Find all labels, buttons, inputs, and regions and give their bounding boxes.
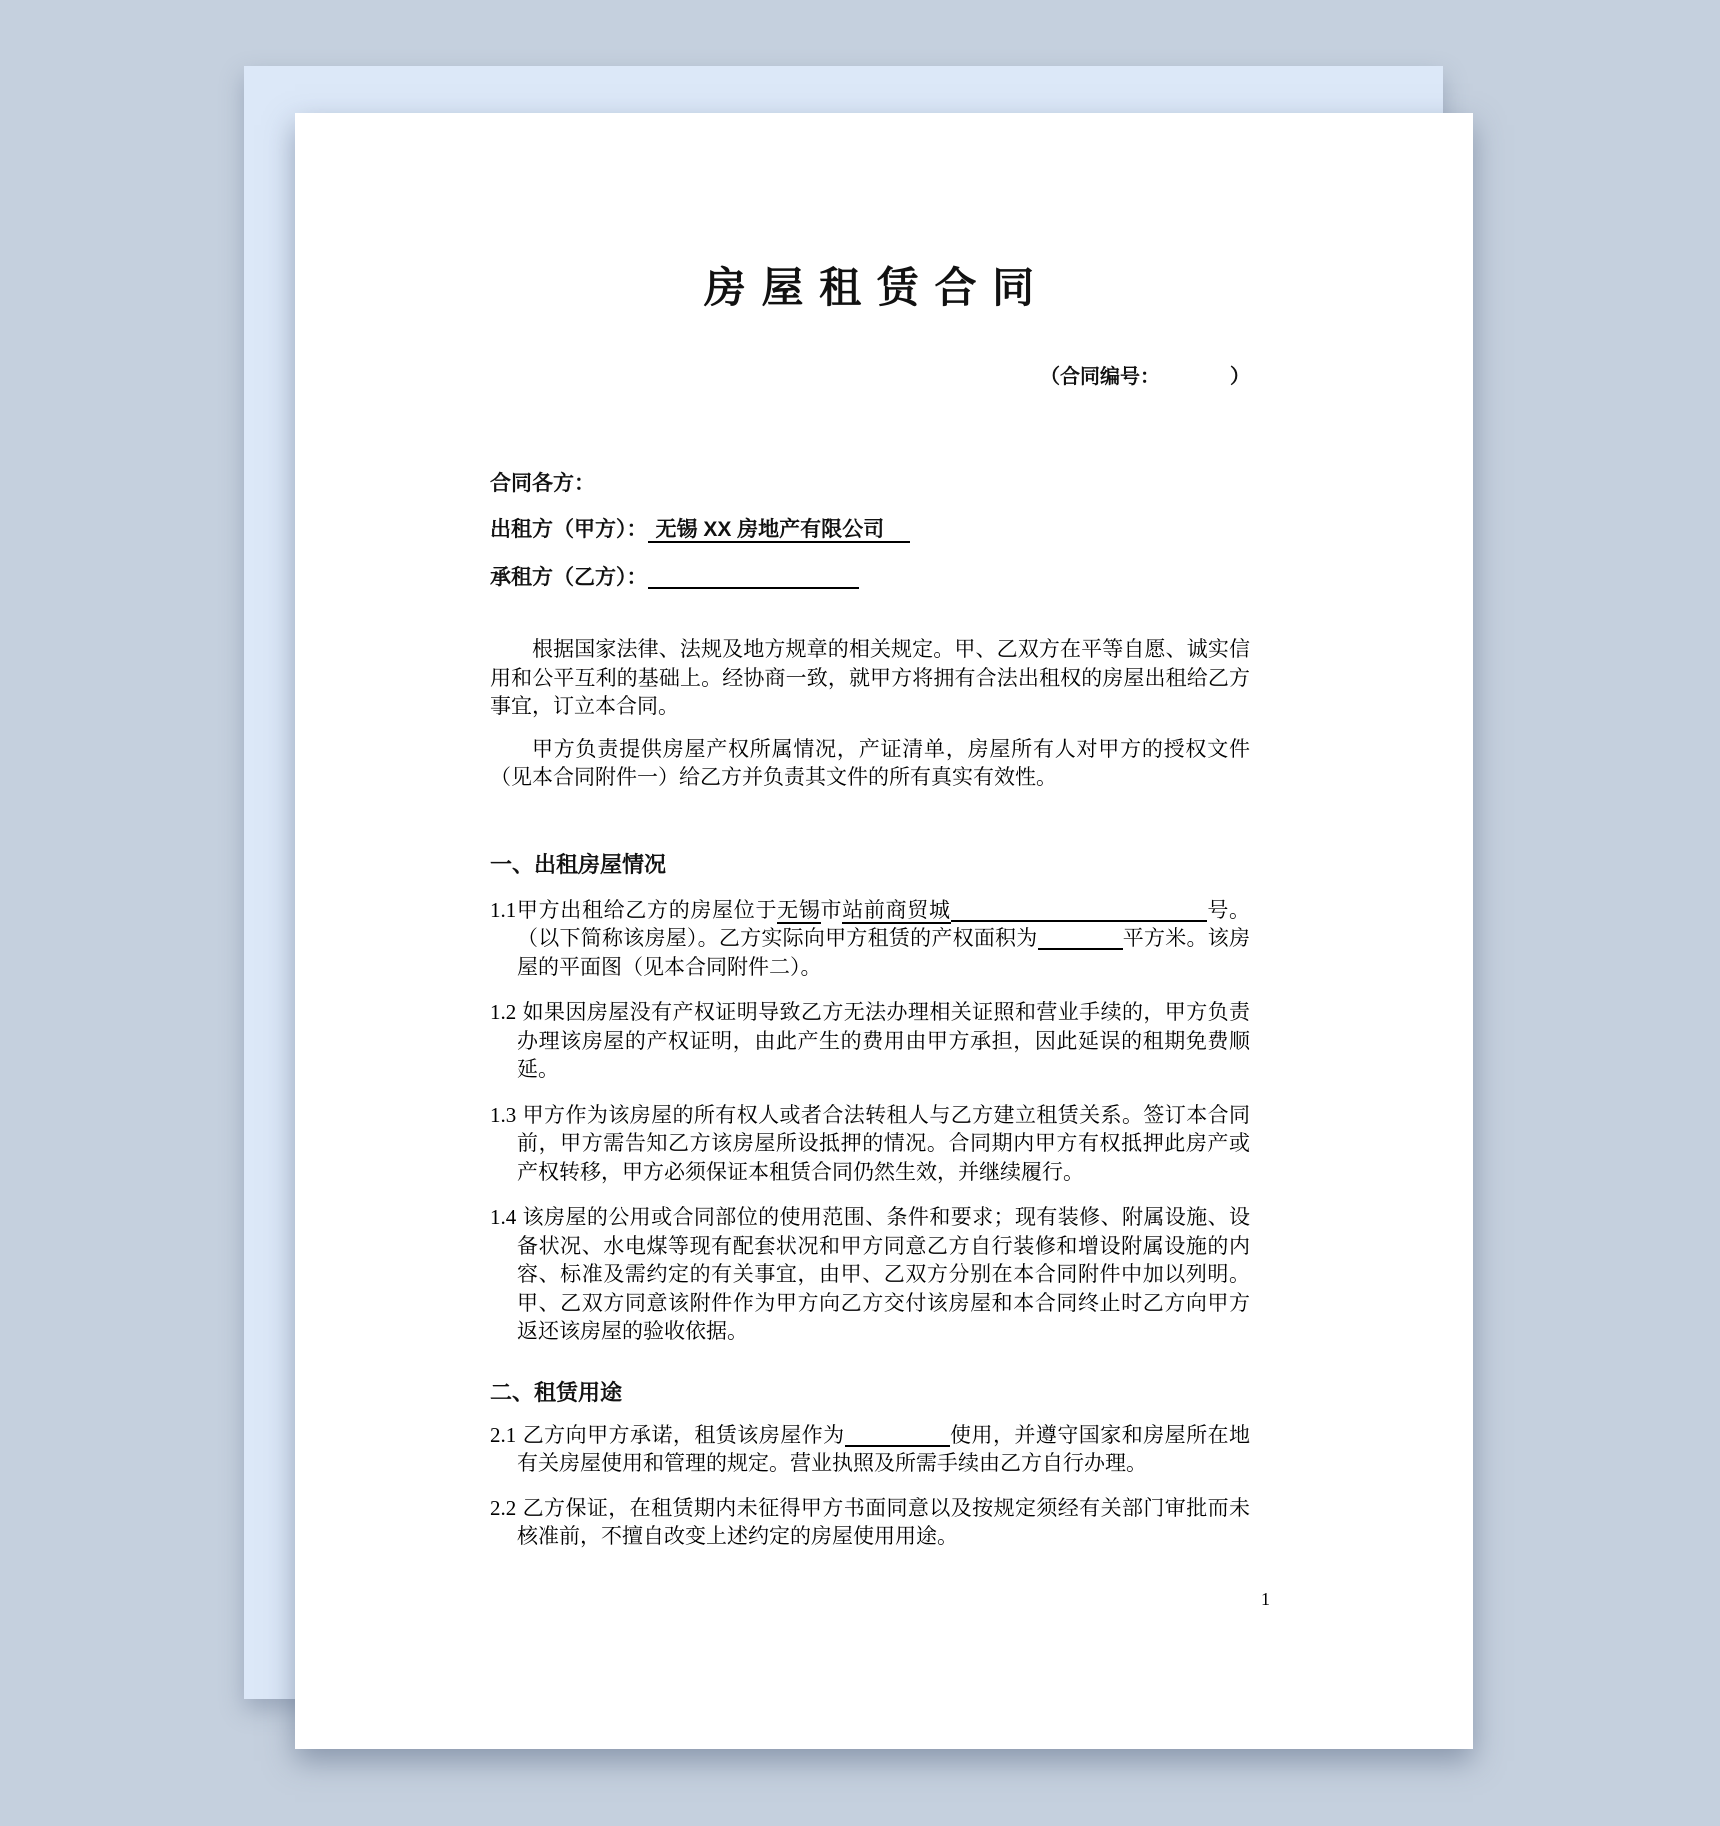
clause-1-3-number: 1.3 [490, 1102, 517, 1127]
area-blank-field [1038, 927, 1123, 950]
address-blank-field [951, 899, 1207, 922]
clause-1-4-text: 该房屋的公用或合同部位的使用范围、条件和要求；现有装修、附属设施、设备状况、水电煤等现有配套状况和甲方同意乙方自行装修和增设附属设施的内容、标准及需约定的有关事宜，由甲、乙双方分别在本合同附件中加以列明。甲、乙双方同意该附件作为甲方向乙方交付该房屋和本合同终止时乙方向甲方返还该房屋的验收依据。 [517, 1205, 1250, 1343]
clause-1-4-number: 1.4 [490, 1205, 517, 1229]
location-underlined: 站前商贸城 [842, 897, 951, 922]
page-number: 1 [1261, 1589, 1270, 1609]
clause-1-1-text: 甲方出租给乙方的房屋位于 [516, 897, 778, 922]
clause-2-1-text-b: 使用，并遵守国家和房屋所在地有关房屋使用和管理的规定。营业执照及所需手续由乙方自行办理。 [517, 1422, 1251, 1475]
clause-1-3-text: 甲方作为该房屋的所有权人或者合法转租人与乙方建立租赁关系。签订本合同前，甲方需告知乙方该房屋所设抵押的情况。合同期内甲方有权抵押此房产或产权转移，甲方必须保证本租赁合同仍然生效，并继续履行。 [517, 1102, 1250, 1184]
contract-number-line: （合同编号： ） [1040, 366, 1250, 388]
clause-2-2-text: 乙方保证，在租赁期内未征得甲方书面同意以及按规定须经有关部门审批而未核准前，不擅自改变上述约定的房屋使用用途。 [517, 1495, 1250, 1548]
parties-intro: 合同各方： [490, 472, 595, 495]
section-1-heading: 一、出租房屋情况 [490, 851, 667, 877]
clause-1-1-number: 1.1 [490, 897, 517, 922]
preamble-paragraph-1: 根据国家法律、法规及地方规章的相关规定。甲、乙双方在平等自愿、诚实信用和公平互利的基础上。经协商一致，就甲方将拥有合法出租权的房屋出租给乙方事宜，订立本合同。 [490, 637, 1250, 718]
clause-2-2 [490, 1494, 1250, 1551]
clause-2-1-number: 2.1 [490, 1422, 517, 1447]
clause-2-1 [490, 1421, 1250, 1478]
city-underlined: 无锡 [777, 897, 821, 922]
page-content [490, 113, 1250, 1551]
clause-2-1-text-a: 乙方向甲方承诺，租赁该房屋作为 [522, 1422, 845, 1447]
lessee-blank-field [648, 566, 859, 589]
clause-1-4 [490, 1203, 1250, 1346]
section-2-heading: 二、租赁用途 [490, 1379, 623, 1405]
clause-1-2-number: 1.2 [490, 1000, 517, 1024]
document-title: 房 屋 租 赁 合 同 [703, 264, 1037, 311]
lessee-label: 承租方（乙方）： [490, 566, 648, 589]
contract-page [295, 113, 1473, 1749]
clause-1-2-text: 如果因房屋没有产权证明导致乙方无法办理相关证照和营业手续的，甲方负责办理该房屋的产权证明，由此产生的费用由甲方承担，因此延误的租期免费顺延。 [517, 1000, 1250, 1081]
preamble-paragraph-2: 甲方负责提供房屋产权所属情况，产证清单，房屋所有人对甲方的授权文件（见本合同附件一）给乙方并负责其文件的所有真实有效性。 [490, 736, 1250, 789]
usage-blank-field [845, 1424, 950, 1447]
clause-2-2-number: 2.2 [490, 1495, 517, 1520]
clause-1-2 [490, 998, 1250, 1084]
lessor-label: 出租方（甲方）： [490, 518, 648, 541]
clause-1-3 [490, 1101, 1250, 1187]
lessor-value: 无锡 XX 房地产有限公司 [648, 518, 911, 543]
clause-1-1: 1.1甲方出租给乙方的房屋位于无锡市站前商贸城 号。（以下简称该房屋）。乙方实际向甲方租赁的产权面积为 平方米。该房屋的平面图（见本合同附件二）。 [490, 897, 1251, 979]
lessee-line [490, 563, 1250, 593]
lessor-line [490, 515, 1250, 545]
